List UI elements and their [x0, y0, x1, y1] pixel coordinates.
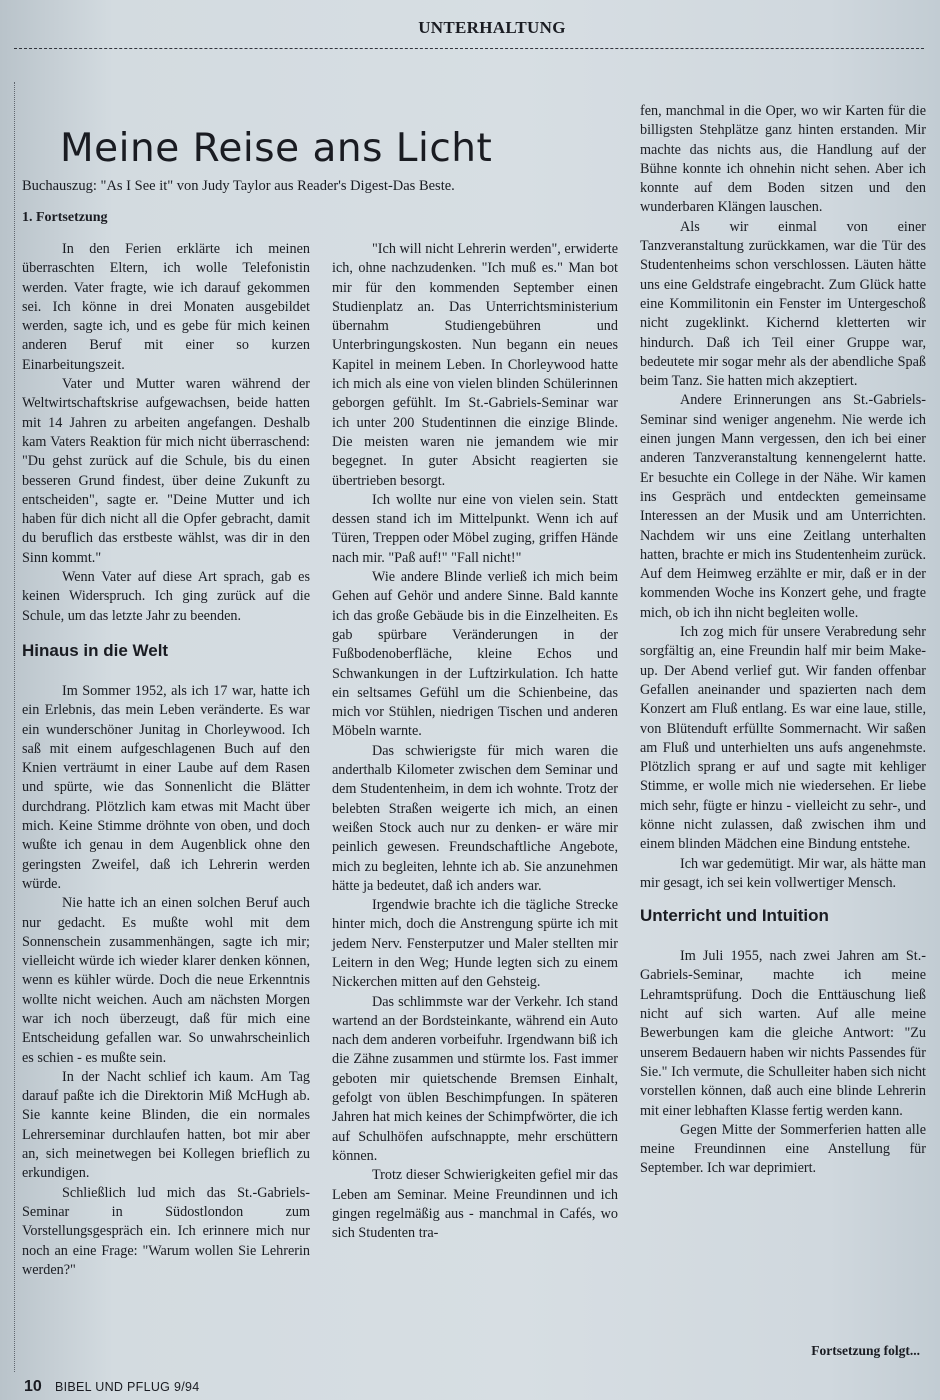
paragraph: Im Juli 1955, nach zwei Jahren am St.-Gabriels-Seminar, machte ich meine Lehramtsprüfung. Doch die Enttäuschung ließ nicht auf sich warten. Auf alle meine Bewerbungen kam die gleiche Antwort: "Zu unserem Bedauern haben wir nichts Passendes für Sie." Ich vermute, die Schulleiter haben sich nicht vorstellen können, daß auch eine blinde Lehrerin mit einer lebhaften Klasse fertig werden kann.: [640, 948, 926, 1119]
paragraph: "Ich will nicht Lehrerin werden", erwiderte ich, ohne nachzudenken. "Ich muß es." Man bot mir für den kommenden September einen Studienplatz an. Das Unterrichtsministerium übernahm Studiengebühren und Unterbringungskosten. Nun begann ein neues Kapitel in meinem Leben. In Chorleywood hatte ich mich als eine von vielen blinden Schülerinnen geborgen gefühlt. Im St.-Gabriels-Seminar war ich unter 200 Studentinnen die einzige Blinde. Die meisten waren nie jemandem wie mir begegnet. In guter Absicht reagierten sie übertrieben besorgt.: [332, 241, 618, 489]
paragraph: Das schlimmste war der Verkehr. Ich stand wartend an der Bordsteinkante, während ein Auto nach dem anderen vorbeifuhr. Irgendwann biß ich die Zähne zusammen und stürmte los. Fast immer geboten mir quietschende Bremsen Einhalt, gefolgt von üblen Beschimpfungen. In späteren Jahren hat mich keines der Schimpfwörter, die ich auf Schulhöfen aufschnappte, mehr erschüttern können.: [332, 993, 618, 1164]
continued-note: Fortsetzung folgt...: [811, 1343, 920, 1358]
paragraph: Nie hatte ich an einen solchen Beruf auch nur gedacht. Es mußte wohl mit dem Sonnenschein zusammenhängen, sagte ich mir; vielleicht würde ich wieder klarer denken können, wenn es kühler würde. Doch die neue Erkenntnis wollte nicht weichen. Auch am nächsten Morgen war ich noch überzeugt, daß für mich eine Entscheidung gefallen war. So unwahrscheinlich es schien - es mußte sein.: [22, 895, 310, 1066]
paragraph: Wie andere Blinde verließ ich mich beim Gehen auf Gehör und andere Sinne. Bald kannte ich das große Gebäude bis in die Einzelheiten. Es gab spürbare Veränderungen in der Fußbodenoberfläche, kleine Echos und Schwankungen in der Luftzirkulation. Ich hatte ein seltsames Gefühl um die Schienbeine, das mich vor Stühlen, niedrigen Tischen und anderen Möbeln warnte.: [332, 569, 618, 740]
magazine-footer: BIBEL UND PFLUG 9/94: [55, 1380, 200, 1394]
continuation-label: 1. Fortsetzung: [22, 210, 108, 225]
article-subtitle: Buchauszug: "As I See it" von Judy Taylor aus Reader's Digest-Das Beste.: [22, 178, 455, 194]
column-2: [332, 240, 618, 1243]
article-title: Meine Reise ans Licht: [60, 126, 493, 172]
paragraph: Ich zog mich für unsere Verabredung sehr sorgfältig an, eine Freundin half mir beim Make-up. Der Abend verlief gut. Wir fanden offenbar Gefallen aneinander und spazierten nach dem Konzert am Fluß entlang. Es war eine laue, stille, von Blütenduft erfüllte Sommernacht. Wir saßen am Fluß und unterhielten uns aufs angenehmste. Plötzlich sprang er auf und sagte mit kehliger Stimme, er wolle mich nie wiedersehen. Er liebe mich sehr, fügte er hinzu - vielleicht zu sehr-, und könne nicht zulassen, daß zwischen ihm und einem blinden Mädchen eine Bindung entstehe.: [640, 624, 926, 853]
paragraph: Ich wollte nur eine von vielen sein. Statt dessen stand ich im Mittelpunkt. Wenn ich auf Türen, Treppen oder Möbel zuging, griffen Hände nach mir. "Paß auf!" "Fall nicht!": [332, 491, 618, 566]
page-number: 10: [24, 1378, 42, 1395]
paragraph: Ich war gedemütigt. Mir war, als hätte man mir gesagt, ich sei kein vollwertiger Mensch.: [640, 855, 926, 891]
paragraph: Gegen Mitte der Sommerferien hatten alle meine Freundinnen eine Anstellung für September. Ich war deprimiert.: [640, 1121, 926, 1177]
paragraph: Irgendwie brachte ich die tägliche Strecke hinter mich, doch die Anstrengung spürte ich mit jedem Nerv. Fensterputzer und Maler stellten mir Leitern in den Weg; Hunde legten sich zu einem Nickerchen mitten auf den Gehsteig.: [332, 897, 618, 991]
paragraph: Das schwierigste für mich waren die anderthalb Kilometer zwischen dem Seminar und dem Studentenheim, in dem ich wohnte. Trotz der belebten Straßen weigerte ich mich, an einen weißen Stock auch nur zu denken- er wäre mir peinlich gewesen. Freundschaftliche Angebote, mich zu begleiten, lehnte ich ab. Sie anzunehmen hätte ja bedeutet, daß ich anders war.: [332, 742, 618, 894]
paragraph: Im Sommer 1952, als ich 17 war, hatte ich ein Erlebnis, das mein Leben veränderte. Es war ein wunderschöner Junitag in Chorleywood. Ich saß mit einem aufgeschlagenen Buch auf den Knien verträumt in einer Laube auf dem Rasen und spürte, wie das Sonnenlicht die Blätter durchdrang. Plötzlich kam etwas mit Macht über mich. Keine Stimme dröhnte von oben, und doch wußte ich genau in dem Augenblick ohne den geringsten Zweifel, daß ich Lehrerin werden würde.: [22, 682, 310, 892]
column-3: [640, 102, 926, 1179]
paragraph: fen, manchmal in die Oper, wo wir Karten für die billigsten Stehplätze ganz hinten erstanden. Mir machte das nichts aus, die Handlung auf der Bühne konnte ich ohnehin nicht sehen. Aber ich konnte auf dem Boden sitzen und den wunderbaren Klängen lauschen.: [640, 103, 926, 216]
section-heading: Hinaus in die Welt: [22, 640, 169, 660]
paragraph: In der Nacht schlief ich kaum. Am Tag darauf paßte ich die Direktorin Miß McHugh ab. Sie kannte keine Blinden, die ein normales Lehrerseminar durchlaufen hatten, bot mir aber an, sich meinetwegen bei Kollegen brieflich zu erkundigen.: [22, 1068, 310, 1182]
paragraph: Wenn Vater auf diese Art sprach, gab es keinen Widerspruch. Ich ging zurück auf die Schule, um das letzte Jahr zu beenden.: [22, 569, 310, 624]
paragraph: Andere Erinnerungen ans St.-Gabriels-Seminar sind weniger angenehm. Nie werde ich einen jungen Mann vergessen, den ich bei einer anderen Tanzveranstaltung kennengelernt hatte. Er besuchte ein College in der Nähe. Wir kamen ins Gespräch und entdeckten gemeinsame Interessen an der Musik und am Unterrichten. Nachdem wir uns eine Zeitlang unterhalten hatten, brachte er mich ins Studentenheim zurück. Auf dem Heimweg erzählte er mir, daß er in der kommenden Woche ins Konzert gehe, und fragte mich, ob ich ihn nicht begleiten wolle.: [640, 392, 926, 621]
paragraph: Vater und Mutter waren während der Weltwirtschaftskrise aufgewachsen, beide hatten mit 14 Jahren zu arbeiten angefangen. Deshalb kam Vaters Reaktion für mich nicht überraschend: "Du gehst zurück auf die Schule, bis du einen besseren Grund findest, über deine Zukunft zu entscheiden", sagte er. "Deine Mutter und ich haben für dich nicht all die Opfer gebracht, damit du beruflich das erstbeste wählst, was dir in den Sinn kommt.": [22, 376, 310, 566]
column-1: [22, 240, 310, 1280]
section-heading: Unterricht und Intuition: [640, 906, 829, 926]
left-margin-rule: [14, 82, 15, 1372]
paragraph: Schließlich lud mich das St.-Gabriels-Seminar in Südostlondon zum Vorstellungsgespräch ein. Ich erinnere mich nur noch an eine Frage: "Warum wollen Sie Lehrerin werden?": [22, 1184, 310, 1278]
paragraph: Trotz dieser Schwierigkeiten gefiel mir das Leben am Seminar. Meine Freundinnen und ich gingen regelmäßig aus - manchmal in Cafés, wo sich Studenten tra-: [332, 1167, 618, 1242]
section-header: UNTERHALTUNG: [418, 18, 566, 37]
paragraph: In den Ferien erklärte ich meinen überraschten Eltern, ich wolle Telefonistin werden. Vater fragte, wie ich darauf gekommen sei. Ich könne in drei Monaten ausgebildet werden, sagte ich, und es gebe für mich keinen anderen Beruf mit einer so kurzen Einarbeitungszeit.: [22, 241, 310, 373]
header-rule: [14, 48, 924, 49]
paragraph: Als wir einmal von einer Tanzveranstaltung zurückkamen, war die Tür des Studentenheims schon verschlossen. Läuten hätte uns eine Geldstrafe eingebracht. Zum Glück hatte eine Kommilitonin ein Fenster im Untergeschoß nicht zugeklinkt. Kichernd kletterten wir hindurch. Daß ich Teil einer Gruppe war, bedeutete mir sogar mehr als der abendliche Spaß beim Tanz. Sie hatten mich akzeptiert.: [640, 218, 926, 390]
